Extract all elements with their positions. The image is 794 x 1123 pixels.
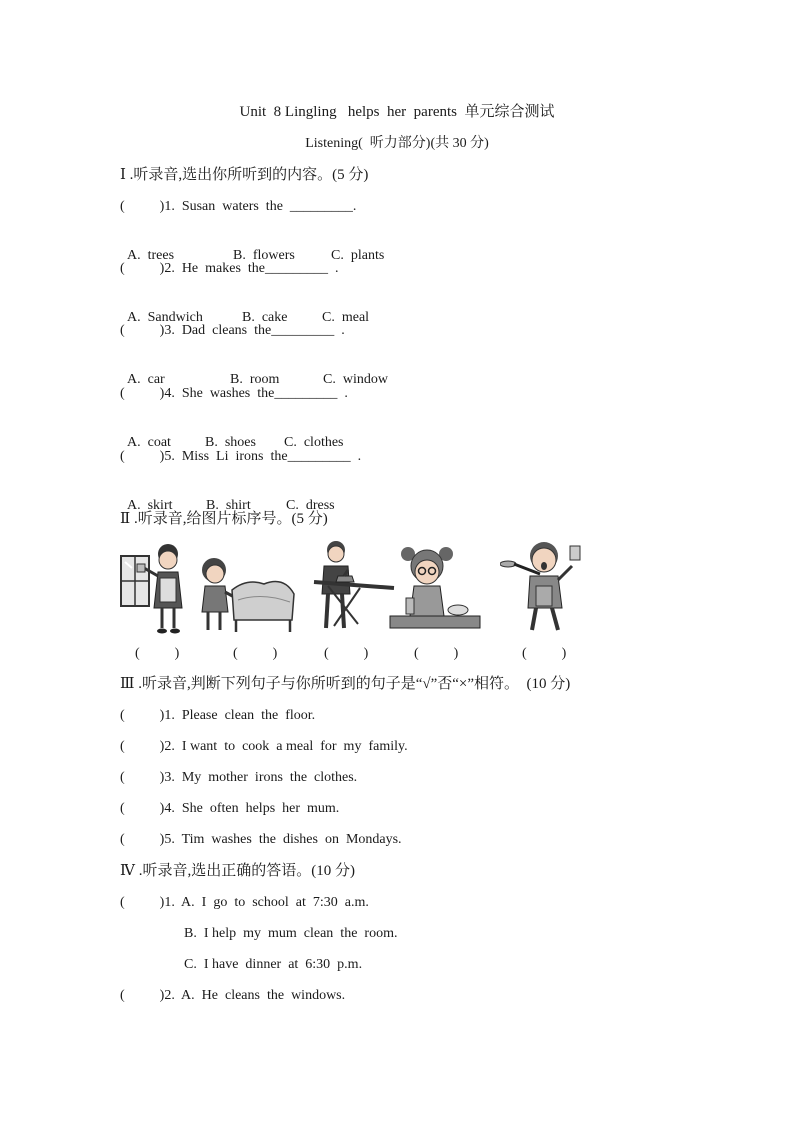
question-1-3: ( )3. Dad cleans the_________ .	[120, 323, 345, 338]
option-c[interactable]: C. window	[323, 372, 388, 387]
boy-cooking-picture	[500, 536, 600, 636]
judgement-1: ( )1. Please clean the floor.	[120, 708, 316, 723]
picture-blank-2[interactable]: ( )	[233, 646, 278, 661]
option-a[interactable]: A. Sandwich	[127, 310, 203, 325]
option-b[interactable]: B. flowers	[233, 248, 295, 263]
part1-heading: Ⅰ .听录音,选出你所听到的内容。(5 分)	[120, 167, 369, 183]
option-c[interactable]: C. dress	[286, 498, 335, 513]
judgement-5: ( )5. Tim washes the dishes on Mondays.	[120, 832, 402, 847]
options-1-3	[120, 353, 388, 389]
document-title: Unit 8 Lingling helps her parents 单元综合测试	[239, 104, 555, 120]
question-1-2: ( )2. He makes the_________ .	[120, 261, 339, 276]
question-1-1: ( )1. Susan waters the _________.	[120, 199, 357, 214]
picture-blank-5[interactable]: ( )	[522, 646, 567, 661]
document-subtitle: Listening( 听力部分)(共 30 分)	[305, 136, 489, 151]
man-ironing-picture	[308, 536, 396, 636]
option-b[interactable]: B. cake	[242, 310, 288, 325]
picture-blank-4[interactable]: ( )	[414, 646, 459, 661]
part3-heading: Ⅲ .听录音,判断下列句子与你所听到的句子是“√”否“×”相符。 (10 分)	[120, 676, 571, 692]
picture-row	[120, 536, 600, 638]
part2-heading: Ⅱ .听录音,给图片标序号。(5 分)	[120, 511, 328, 527]
option-a[interactable]: A. car	[127, 372, 165, 387]
judgement-2: ( )2. I want to cook a meal for my family.	[120, 739, 408, 754]
judgement-4: ( )4. She often helps her mum.	[120, 801, 340, 816]
options-1-4	[120, 416, 344, 452]
option-a[interactable]: A. trees	[127, 248, 175, 263]
option-c[interactable]: C. clothes	[284, 435, 344, 450]
option-b[interactable]: B. shoes	[205, 435, 256, 450]
part4-heading: Ⅳ .听录音,选出正确的答语。(10 分)	[120, 863, 355, 879]
option-a[interactable]: A. skirt	[127, 498, 173, 513]
option-c[interactable]: C. meal	[322, 310, 370, 325]
response-question-2: ( )2. A. He cleans the windows.	[120, 988, 346, 1003]
option-b[interactable]: B. shirt	[206, 498, 251, 513]
picture-blank-1[interactable]: ( )	[135, 646, 180, 661]
option-c[interactable]: C. plants	[331, 248, 385, 263]
woman-cleaning-window-picture	[120, 536, 192, 636]
response-question-1: ( )1. A. I go to school at 7:30 a.m.	[120, 895, 369, 910]
question-1-4: ( )4. She washes the_________ .	[120, 386, 348, 401]
option-b[interactable]: B. room	[230, 372, 280, 387]
girl-washing-dishes-picture	[388, 536, 482, 636]
question-1-5: ( )5. Miss Li irons the_________ .	[120, 449, 362, 464]
option-a[interactable]: A. coat	[127, 435, 171, 450]
girl-making-bed-picture	[192, 536, 296, 636]
judgement-3: ( )3. My mother irons the clothes.	[120, 770, 358, 785]
response-1-option-b[interactable]: B. I help my mum clean the room.	[184, 926, 398, 941]
picture-blank-3[interactable]: ( )	[324, 646, 369, 661]
response-1-option-c[interactable]: C. I have dinner at 6:30 p.m.	[184, 957, 363, 972]
